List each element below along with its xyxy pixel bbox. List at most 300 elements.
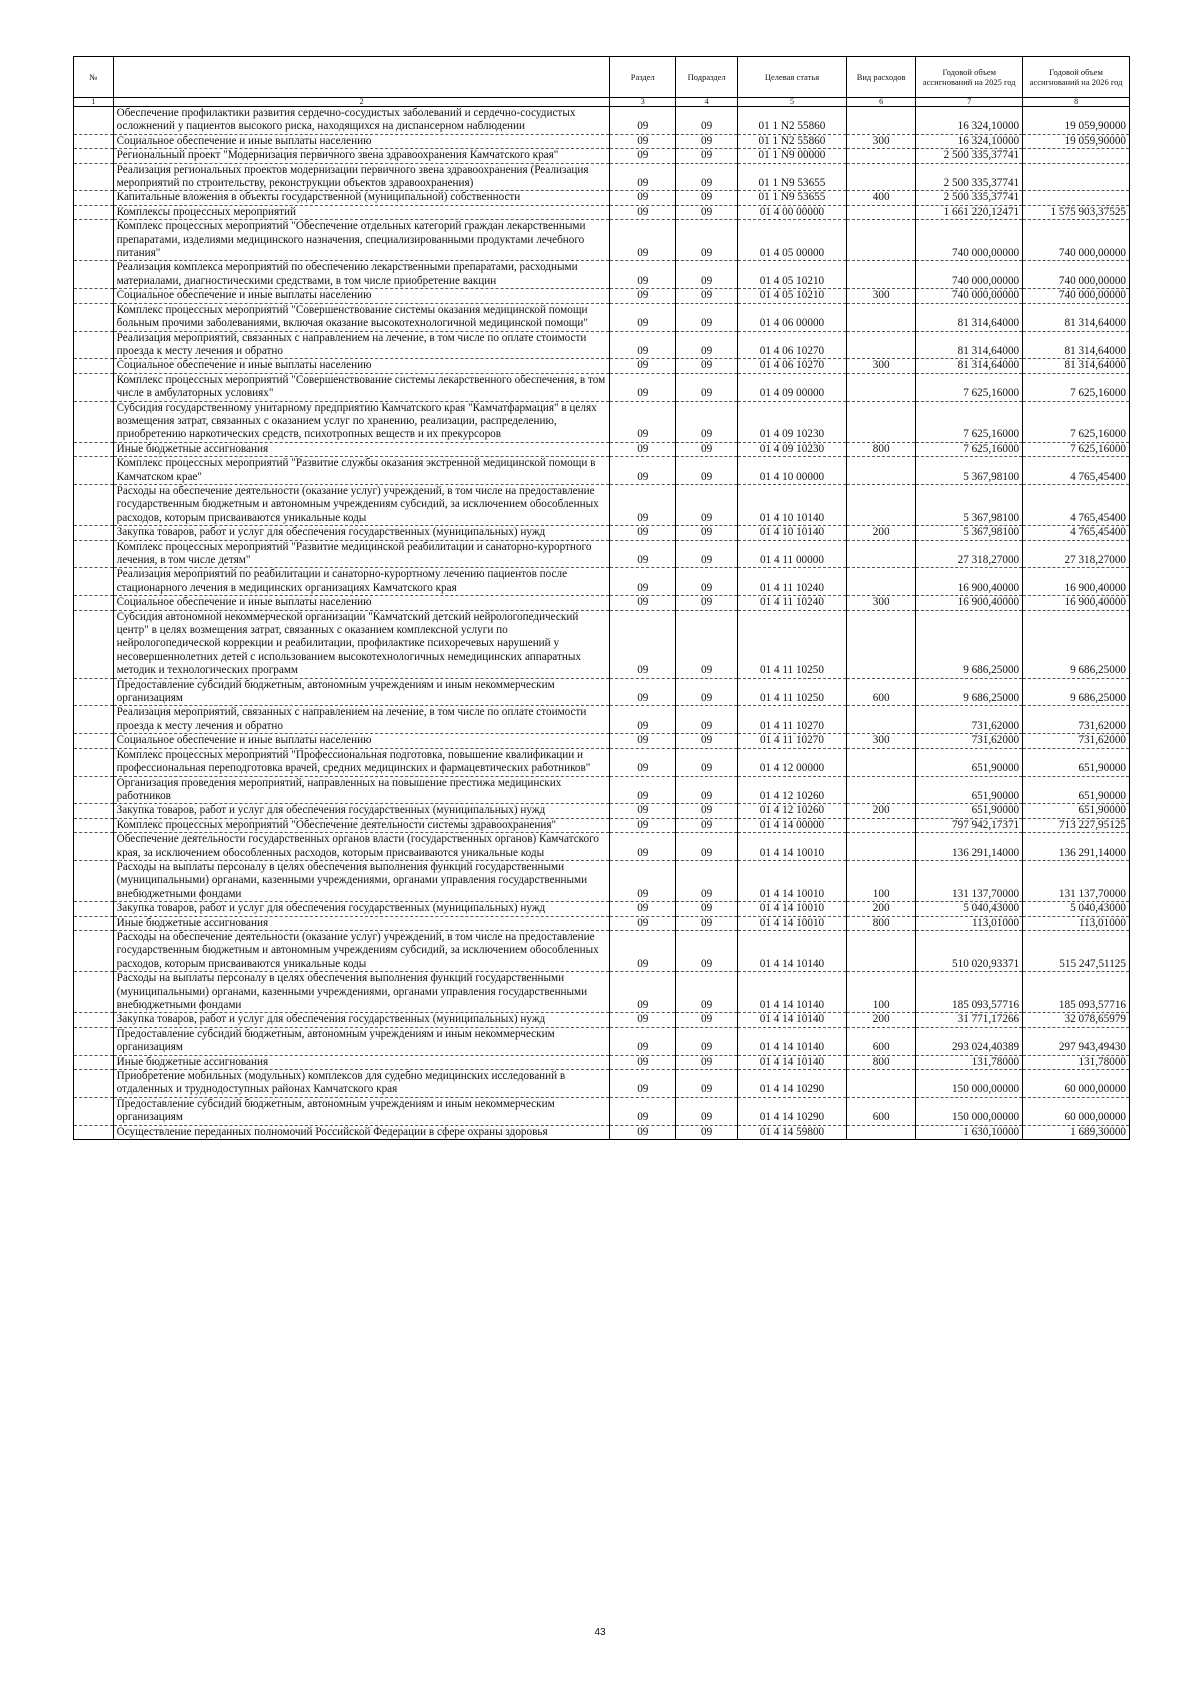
allocation-2026-cell: 740 000,00000 — [1023, 289, 1130, 303]
allocation-2026-cell: 60 000,00000 — [1023, 1070, 1130, 1098]
allocation-2026-cell: 7 625,16000 — [1023, 442, 1130, 456]
row-number-cell — [74, 303, 114, 331]
table-row — [74, 568, 1130, 596]
allocation-2025-cell: 731,62000 — [916, 734, 1023, 748]
target-article-cell: 01 4 10 10140 — [737, 484, 846, 525]
target-article-cell: 01 4 11 10250 — [737, 678, 846, 706]
allocation-2026-cell: 4 765,45400 — [1023, 457, 1130, 485]
expense-type-cell: 200 — [846, 902, 915, 916]
target-article-cell: 01 4 14 00000 — [737, 818, 846, 832]
row-number-cell — [74, 818, 114, 832]
row-name-cell: Предоставление субсидий бюджетным, автономным учреждениям и иным некоммерческим организациям — [113, 678, 610, 706]
expense-type-cell: 600 — [846, 1097, 915, 1125]
subsection-cell: 09 — [676, 610, 738, 678]
row-name-cell: Закупка товаров, работ и услуг для обеспечения государственных (муниципальных) нужд — [113, 804, 610, 818]
allocation-2026-cell: 740 000,00000 — [1023, 220, 1130, 261]
row-name-cell: Субсидия автономной некоммерческой организации "Камчатский детский нейрологопедический центр" в целях возмещения затрат, связанных с оказанием комплексной услуги по нейрологопедической коррекции и реабилитации, профилактике психоречевых нарушений у несовершеннолетних детей с использованием высокотехнологичных немедицинских аппаратных методик и технологических программ — [113, 610, 610, 678]
allocation-2025-cell: 5 367,98100 — [916, 457, 1023, 485]
allocation-2025-cell: 185 093,57716 — [916, 972, 1023, 1013]
subsection-cell: 09 — [676, 359, 738, 373]
row-number-cell — [74, 1070, 114, 1098]
subsection-cell: 09 — [676, 163, 738, 191]
allocation-2026-cell: 731,62000 — [1023, 706, 1130, 734]
allocation-2025-cell: 797 942,17371 — [916, 818, 1023, 832]
row-number-cell — [74, 1097, 114, 1125]
subsection-cell: 09 — [676, 678, 738, 706]
header-number: № — [74, 57, 114, 98]
allocation-2025-cell: 740 000,00000 — [916, 220, 1023, 261]
row-name-cell: Комплекс процессных мероприятий "Совершенствование системы лекарственного обеспечения, в том числе в амбулаторных условиях" — [113, 373, 610, 401]
budget-allocation-table — [73, 56, 1130, 1140]
table-row — [74, 359, 1130, 373]
table-row — [74, 596, 1130, 610]
table-row — [74, 678, 1130, 706]
allocation-2025-cell: 2 500 335,37741 — [916, 149, 1023, 163]
row-name-cell: Региональный проект "Модернизация первичного звена здравоохранения Камчатского края" — [113, 149, 610, 163]
section-cell: 09 — [610, 205, 676, 219]
target-article-cell: 01 4 05 10210 — [737, 261, 846, 289]
row-number-cell — [74, 191, 114, 205]
target-article-cell: 01 4 11 10270 — [737, 706, 846, 734]
allocation-2026-cell: 297 943,49430 — [1023, 1027, 1130, 1055]
column-number: 6 — [846, 98, 915, 107]
expense-type-cell — [846, 540, 915, 568]
expense-type-cell — [846, 261, 915, 289]
subsection-cell: 09 — [676, 1055, 738, 1069]
expense-type-cell: 300 — [846, 734, 915, 748]
row-name-cell: Комплексы процессных мероприятий — [113, 205, 610, 219]
row-number-cell — [74, 860, 114, 901]
target-article-cell: 01 4 14 10140 — [737, 1027, 846, 1055]
target-article-cell: 01 4 12 00000 — [737, 748, 846, 776]
allocation-2025-cell: 740 000,00000 — [916, 261, 1023, 289]
subsection-cell: 09 — [676, 373, 738, 401]
allocation-2025-cell: 5 367,98100 — [916, 484, 1023, 525]
expense-type-cell: 600 — [846, 1027, 915, 1055]
row-number-cell — [74, 596, 114, 610]
expense-type-cell: 100 — [846, 972, 915, 1013]
row-name-cell: Социальное обеспечение и иные выплаты населению — [113, 289, 610, 303]
row-name-cell: Иные бюджетные ассигнования — [113, 916, 610, 930]
allocation-2026-cell: 27 318,27000 — [1023, 540, 1130, 568]
allocation-2025-cell: 131 137,70000 — [916, 860, 1023, 901]
section-cell: 09 — [610, 902, 676, 916]
section-cell: 09 — [610, 457, 676, 485]
allocation-2026-cell: 32 078,65979 — [1023, 1013, 1130, 1027]
row-name-cell: Комплекс процессных мероприятий "Совершенствование системы оказания медицинской помощи больным прочими заболеваниями, включая оказание высокотехнологичной медицинской помощи" — [113, 303, 610, 331]
allocation-2026-cell: 19 059,90000 — [1023, 107, 1130, 135]
row-number-cell — [74, 359, 114, 373]
section-cell: 09 — [610, 734, 676, 748]
subsection-cell: 09 — [676, 484, 738, 525]
allocation-2026-cell: 9 686,25000 — [1023, 610, 1130, 678]
allocation-2025-cell: 81 314,64000 — [916, 359, 1023, 373]
allocation-2025-cell: 510 020,93371 — [916, 930, 1023, 971]
table-row — [74, 776, 1130, 804]
subsection-cell: 09 — [676, 442, 738, 456]
allocation-2025-cell: 27 318,27000 — [916, 540, 1023, 568]
section-cell: 09 — [610, 706, 676, 734]
row-number-cell — [74, 678, 114, 706]
table-row — [74, 373, 1130, 401]
expense-type-cell: 300 — [846, 596, 915, 610]
row-name-cell: Организация проведения мероприятий, направленных на повышение престижа медицинских работников — [113, 776, 610, 804]
section-cell: 09 — [610, 1027, 676, 1055]
section-cell: 09 — [610, 191, 676, 205]
expense-type-cell — [846, 568, 915, 596]
table-body — [74, 107, 1130, 1140]
section-cell: 09 — [610, 442, 676, 456]
section-cell: 09 — [610, 860, 676, 901]
row-name-cell: Социальное обеспечение и иные выплаты населению — [113, 734, 610, 748]
row-number-cell — [74, 734, 114, 748]
expense-type-cell: 200 — [846, 526, 915, 540]
expense-type-cell — [846, 205, 915, 219]
allocation-2026-cell: 1 575 903,37525 — [1023, 205, 1130, 219]
section-cell: 09 — [610, 596, 676, 610]
row-name-cell: Реализация мероприятий, связанных с направлением на лечение, в том числе по оплате стоимости проезда к месту лечения и обратно — [113, 706, 610, 734]
subsection-cell: 09 — [676, 1013, 738, 1027]
header-target-article: Целевая статья — [737, 57, 846, 98]
expense-type-cell — [846, 149, 915, 163]
allocation-2026-cell: 740 000,00000 — [1023, 261, 1130, 289]
table-row — [74, 163, 1130, 191]
table-row — [74, 289, 1130, 303]
section-cell: 09 — [610, 331, 676, 359]
table-row — [74, 930, 1130, 971]
allocation-2026-cell: 131 137,70000 — [1023, 860, 1130, 901]
row-name-cell: Приобретение мобильных (модульных) комплексов для судебно медицинских исследований в отдаленных и труднодоступных районах Камчатского края — [113, 1070, 610, 1098]
subsection-cell: 09 — [676, 205, 738, 219]
row-number-cell — [74, 902, 114, 916]
target-article-cell: 01 4 11 10240 — [737, 596, 846, 610]
row-name-cell: Закупка товаров, работ и услуг для обеспечения государственных (муниципальных) нужд — [113, 902, 610, 916]
row-name-cell: Расходы на обеспечение деятельности (оказание услуг) учреждений, в том числе на предоставление государственным бюджетным и автономным учреждениям субсидий, за исключением обособленных расходов, которым присваиваются уникальные коды — [113, 484, 610, 525]
row-number-cell — [74, 706, 114, 734]
row-name-cell: Комплекс процессных мероприятий "Развитие службы оказания экстренной медицинской помощи в Камчатском крае" — [113, 457, 610, 485]
subsection-cell: 09 — [676, 401, 738, 442]
row-number-cell — [74, 1027, 114, 1055]
table-row — [74, 220, 1130, 261]
allocation-2026-cell: 4 765,45400 — [1023, 526, 1130, 540]
allocation-2025-cell: 7 625,16000 — [916, 442, 1023, 456]
allocation-2026-cell — [1023, 191, 1130, 205]
allocation-2026-cell: 651,90000 — [1023, 804, 1130, 818]
section-cell: 09 — [610, 972, 676, 1013]
expense-type-cell — [846, 1070, 915, 1098]
row-name-cell: Социальное обеспечение и иные выплаты населению — [113, 134, 610, 148]
subsection-cell: 09 — [676, 526, 738, 540]
expense-type-cell — [846, 107, 915, 135]
row-name-cell: Закупка товаров, работ и услуг для обеспечения государственных (муниципальных) нужд — [113, 526, 610, 540]
target-article-cell: 01 4 12 10260 — [737, 804, 846, 818]
section-cell: 09 — [610, 540, 676, 568]
section-cell: 09 — [610, 1125, 676, 1139]
subsection-cell: 09 — [676, 916, 738, 930]
expense-type-cell: 300 — [846, 359, 915, 373]
target-article-cell: 01 4 14 10010 — [737, 916, 846, 930]
target-article-cell: 01 4 14 10290 — [737, 1070, 846, 1098]
expense-type-cell — [846, 163, 915, 191]
table-row — [74, 457, 1130, 485]
table-row — [74, 833, 1130, 861]
target-article-cell: 01 4 10 10140 — [737, 526, 846, 540]
row-name-cell: Социальное обеспечение и иные выплаты населению — [113, 359, 610, 373]
table-row — [74, 191, 1130, 205]
expense-type-cell — [846, 401, 915, 442]
subsection-cell: 09 — [676, 1125, 738, 1139]
expense-type-cell: 800 — [846, 1055, 915, 1069]
table-row — [74, 1070, 1130, 1098]
subsection-cell: 09 — [676, 972, 738, 1013]
allocation-2025-cell: 7 625,16000 — [916, 373, 1023, 401]
row-number-cell — [74, 804, 114, 818]
target-article-cell: 01 1 N9 53655 — [737, 163, 846, 191]
target-article-cell: 01 4 06 00000 — [737, 303, 846, 331]
row-name-cell: Реализация мероприятий, связанных с направлением на лечение, в том числе по оплате стоимости проезда к месту лечения и обратно — [113, 331, 610, 359]
row-number-cell — [74, 149, 114, 163]
row-number-cell — [74, 331, 114, 359]
table-row — [74, 804, 1130, 818]
allocation-2026-cell: 5 040,43000 — [1023, 902, 1130, 916]
expense-type-cell: 400 — [846, 191, 915, 205]
row-number-cell — [74, 972, 114, 1013]
expense-type-cell — [846, 776, 915, 804]
allocation-2025-cell: 9 686,25000 — [916, 610, 1023, 678]
allocation-2026-cell: 81 314,64000 — [1023, 359, 1130, 373]
allocation-2026-cell: 16 900,40000 — [1023, 568, 1130, 596]
expense-type-cell: 600 — [846, 678, 915, 706]
section-cell: 09 — [610, 818, 676, 832]
allocation-2026-cell: 731,62000 — [1023, 734, 1130, 748]
subsection-cell: 09 — [676, 331, 738, 359]
subsection-cell: 09 — [676, 776, 738, 804]
subsection-cell: 09 — [676, 191, 738, 205]
target-article-cell: 01 4 14 10140 — [737, 1013, 846, 1027]
section-cell: 09 — [610, 678, 676, 706]
allocation-2026-cell: 136 291,14000 — [1023, 833, 1130, 861]
section-cell: 09 — [610, 930, 676, 971]
column-number: 1 — [74, 98, 114, 107]
section-cell: 09 — [610, 833, 676, 861]
table-row — [74, 916, 1130, 930]
target-article-cell: 01 4 11 00000 — [737, 540, 846, 568]
allocation-2026-cell: 81 314,64000 — [1023, 331, 1130, 359]
subsection-cell: 09 — [676, 860, 738, 901]
row-number-cell — [74, 568, 114, 596]
table-row — [74, 818, 1130, 832]
column-number: 2 — [113, 98, 610, 107]
allocation-2026-cell: 515 247,51125 — [1023, 930, 1130, 971]
allocation-2026-cell: 81 314,64000 — [1023, 303, 1130, 331]
table-row — [74, 748, 1130, 776]
allocation-2026-cell: 19 059,90000 — [1023, 134, 1130, 148]
row-name-cell: Осуществление переданных полномочий Российской Федерации в сфере охраны здоровья — [113, 1125, 610, 1139]
expense-type-cell: 300 — [846, 289, 915, 303]
expense-type-cell — [846, 706, 915, 734]
allocation-2025-cell: 731,62000 — [916, 706, 1023, 734]
row-number-cell — [74, 1125, 114, 1139]
allocation-2025-cell: 81 314,64000 — [916, 331, 1023, 359]
header-subsection: Подраздел — [676, 57, 738, 98]
table-row — [74, 706, 1130, 734]
row-name-cell: Предоставление субсидий бюджетным, автономным учреждениям и иным некоммерческим организациям — [113, 1097, 610, 1125]
subsection-cell: 09 — [676, 706, 738, 734]
table-row — [74, 261, 1130, 289]
row-name-cell: Иные бюджетные ассигнования — [113, 442, 610, 456]
expense-type-cell — [846, 373, 915, 401]
expense-type-cell — [846, 220, 915, 261]
table-row — [74, 1097, 1130, 1125]
target-article-cell: 01 4 10 00000 — [737, 457, 846, 485]
target-article-cell: 01 4 05 00000 — [737, 220, 846, 261]
row-name-cell: Капитальные вложения в объекты государственной (муниципальной) собственности — [113, 191, 610, 205]
expense-type-cell — [846, 303, 915, 331]
target-article-cell: 01 4 14 10010 — [737, 833, 846, 861]
section-cell: 09 — [610, 484, 676, 525]
row-name-cell: Обеспечение деятельности государственных органов власти (государственных органов) Камчатского края, за исключением обособленных расходов, которым присваиваются уникальные коды — [113, 833, 610, 861]
section-cell: 09 — [610, 568, 676, 596]
target-article-cell: 01 4 09 10230 — [737, 401, 846, 442]
table-row — [74, 107, 1130, 135]
target-article-cell: 01 4 14 10140 — [737, 1055, 846, 1069]
subsection-cell: 09 — [676, 568, 738, 596]
target-article-cell: 01 4 09 10230 — [737, 442, 846, 456]
subsection-cell: 09 — [676, 748, 738, 776]
target-article-cell: 01 1 N2 55860 — [737, 107, 846, 135]
target-article-cell: 01 4 14 10140 — [737, 972, 846, 1013]
expense-type-cell: 200 — [846, 1013, 915, 1027]
row-number-cell — [74, 610, 114, 678]
section-cell: 09 — [610, 776, 676, 804]
row-name-cell: Комплекс процессных мероприятий "Обеспечение отдельных категорий граждан лекарственными препаратами, изделиями медицинского назначения, специализированными продуктами лечебного питания" — [113, 220, 610, 261]
target-article-cell: 01 1 N9 53655 — [737, 191, 846, 205]
row-number-cell — [74, 916, 114, 930]
allocation-2025-cell: 16 324,10000 — [916, 107, 1023, 135]
table-row — [74, 860, 1130, 901]
subsection-cell: 09 — [676, 220, 738, 261]
table-row — [74, 401, 1130, 442]
row-name-cell: Комплекс процессных мероприятий "Развитие медицинской реабилитации и санаторно-курортного лечения, в том числе детям" — [113, 540, 610, 568]
allocation-2026-cell: 9 686,25000 — [1023, 678, 1130, 706]
subsection-cell: 09 — [676, 1027, 738, 1055]
section-cell: 09 — [610, 1097, 676, 1125]
row-number-cell — [74, 401, 114, 442]
table-row — [74, 205, 1130, 219]
row-name-cell: Субсидия государственному унитарному предприятию Камчатского края "Камчатфармация" в целях возмещения затрат, связанных с оказанием услуг по хранению, реализации, распределению, приобретению наркотических средств, психотропных веществ и их прекурсоров — [113, 401, 610, 442]
allocation-2025-cell: 131,78000 — [916, 1055, 1023, 1069]
allocation-2025-cell: 150 000,00000 — [916, 1070, 1023, 1098]
section-cell: 09 — [610, 134, 676, 148]
allocation-2025-cell: 16 900,40000 — [916, 596, 1023, 610]
subsection-cell: 09 — [676, 303, 738, 331]
allocation-2025-cell: 5 040,43000 — [916, 902, 1023, 916]
allocation-2025-cell: 9 686,25000 — [916, 678, 1023, 706]
subsection-cell: 09 — [676, 261, 738, 289]
table-row — [74, 442, 1130, 456]
target-article-cell: 01 4 14 10140 — [737, 930, 846, 971]
allocation-2025-cell: 7 625,16000 — [916, 401, 1023, 442]
expense-type-cell: 200 — [846, 804, 915, 818]
expense-type-cell — [846, 818, 915, 832]
column-number: 8 — [1023, 98, 1130, 107]
subsection-cell: 09 — [676, 1070, 738, 1098]
subsection-cell: 09 — [676, 540, 738, 568]
row-number-cell — [74, 457, 114, 485]
allocation-2026-cell: 7 625,16000 — [1023, 401, 1130, 442]
allocation-2025-cell: 16 900,40000 — [916, 568, 1023, 596]
allocation-2025-cell: 740 000,00000 — [916, 289, 1023, 303]
table-row — [74, 134, 1130, 148]
row-name-cell: Предоставление субсидий бюджетным, автономным учреждениям и иным некоммерческим организациям — [113, 1027, 610, 1055]
subsection-cell: 09 — [676, 734, 738, 748]
target-article-cell: 01 4 12 10260 — [737, 776, 846, 804]
section-cell: 09 — [610, 303, 676, 331]
row-name-cell: Закупка товаров, работ и услуг для обеспечения государственных (муниципальных) нужд — [113, 1013, 610, 1027]
row-number-cell — [74, 833, 114, 861]
section-cell: 09 — [610, 261, 676, 289]
table-row — [74, 149, 1130, 163]
section-cell: 09 — [610, 1013, 676, 1027]
row-name-cell: Комплекс процессных мероприятий "Профессиональная подготовка, повышение квалификации и профессиональная переподготовка врачей, средних медицинских и фармацевтических работников" — [113, 748, 610, 776]
expense-type-cell: 100 — [846, 860, 915, 901]
subsection-cell: 09 — [676, 804, 738, 818]
allocation-2025-cell: 16 324,10000 — [916, 134, 1023, 148]
expense-type-cell: 800 — [846, 916, 915, 930]
row-name-cell: Реализация комплекса мероприятий по обеспечению лекарственными препаратами, расходными материалами, диагностическими средствами, в том числе приобретение вакцин — [113, 261, 610, 289]
expense-type-cell: 800 — [846, 442, 915, 456]
column-number: 7 — [916, 98, 1023, 107]
allocation-2025-cell: 81 314,64000 — [916, 303, 1023, 331]
header-section: Раздел — [610, 57, 676, 98]
subsection-cell: 09 — [676, 289, 738, 303]
section-cell: 09 — [610, 526, 676, 540]
row-number-cell — [74, 442, 114, 456]
allocation-2026-cell: 113,01000 — [1023, 916, 1130, 930]
expense-type-cell — [846, 748, 915, 776]
table-row — [74, 1027, 1130, 1055]
row-number-cell — [74, 163, 114, 191]
section-cell: 09 — [610, 1070, 676, 1098]
subsection-cell: 09 — [676, 930, 738, 971]
subsection-cell: 09 — [676, 902, 738, 916]
table-row — [74, 1055, 1130, 1069]
target-article-cell: 01 4 11 10240 — [737, 568, 846, 596]
table-row — [74, 526, 1130, 540]
row-number-cell — [74, 205, 114, 219]
section-cell: 09 — [610, 289, 676, 303]
target-article-cell: 01 4 05 10210 — [737, 289, 846, 303]
expense-type-cell — [846, 1125, 915, 1139]
allocation-2025-cell: 31 771,17266 — [916, 1013, 1023, 1027]
allocation-2026-cell: 651,90000 — [1023, 748, 1130, 776]
table-row — [74, 972, 1130, 1013]
table-header-row — [74, 57, 1130, 98]
row-number-cell — [74, 134, 114, 148]
row-number-cell — [74, 1013, 114, 1027]
target-article-cell: 01 4 11 10250 — [737, 610, 846, 678]
row-number-cell — [74, 540, 114, 568]
row-number-cell — [74, 220, 114, 261]
allocation-2025-cell: 1 661 220,12471 — [916, 205, 1023, 219]
expense-type-cell: 300 — [846, 134, 915, 148]
row-name-cell: Иные бюджетные ассигнования — [113, 1055, 610, 1069]
allocation-2026-cell: 60 000,00000 — [1023, 1097, 1130, 1125]
allocation-2025-cell: 150 000,00000 — [916, 1097, 1023, 1125]
section-cell: 09 — [610, 107, 676, 135]
target-article-cell: 01 4 14 10010 — [737, 902, 846, 916]
table-row — [74, 610, 1130, 678]
